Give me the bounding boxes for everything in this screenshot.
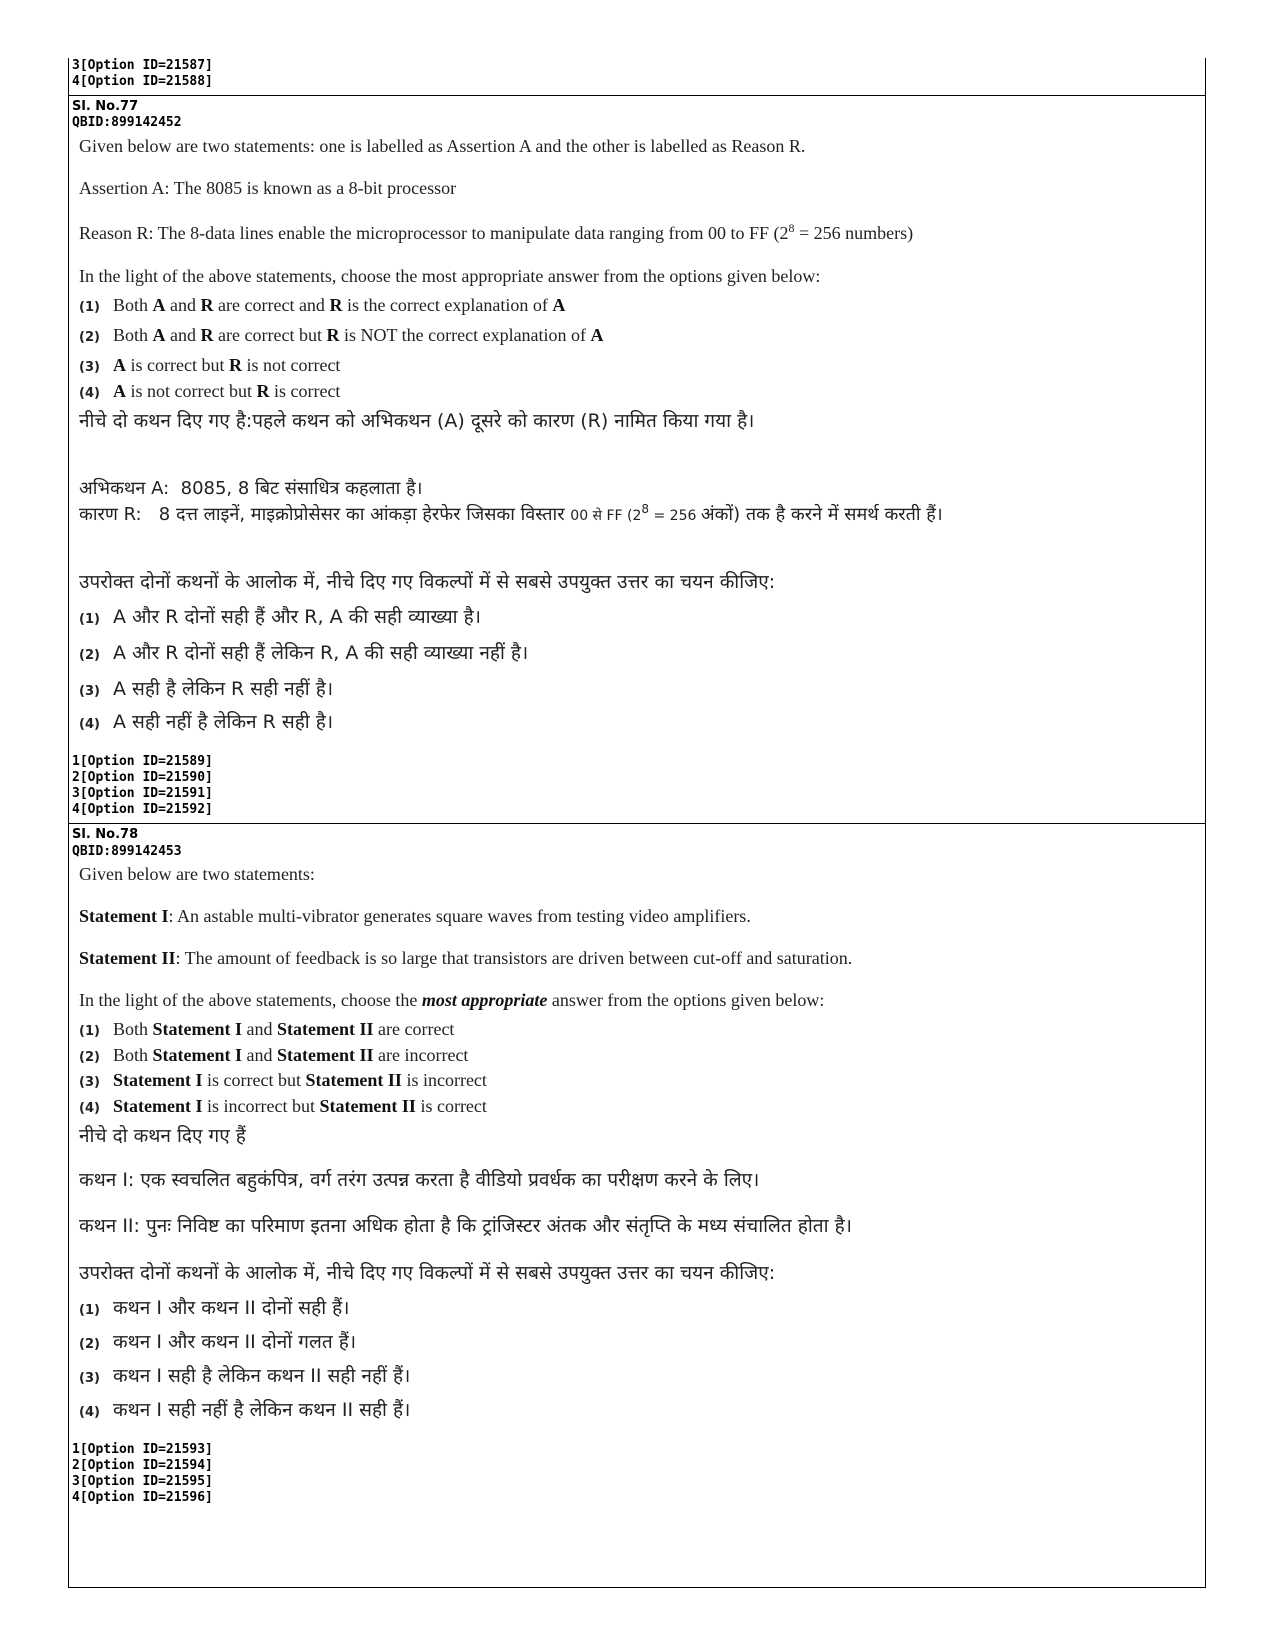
hindi-statement-one: कथन I: एक स्वचलित बहुकंपित्र, वर्ग तरंग उत्पन्न करता है वीडियो प्रवर्धक का परीक्षण करने के लिए। — [79, 1169, 760, 1191]
option-id: 2[Option ID=21590] — [72, 770, 213, 785]
statement-two: Statement II: The amount of feedback is so large that transistors are driven between cut-off and saturation. — [79, 948, 853, 968]
reason-text: Reason R: The 8-data lines enable the microprocessor to manipulate data ranging from 00 to FF ($2^8 = 256$ numbers) — [79, 221, 914, 243]
hindi-option: (3) कथन I सही है लेकिन कथन II सही नहीं हैं। — [79, 1365, 411, 1387]
question-instruction: In the light of the above statements, choose the most appropriate answer from the options given below: — [79, 990, 825, 1010]
question-qbid: QBID:899142453 — [72, 844, 182, 859]
option-item: (1) Both Statement I and Statement II are correct — [79, 1019, 455, 1039]
option-id: 3[Option ID=21591] — [72, 786, 213, 801]
divider — [68, 823, 1206, 824]
hindi-option: (2) A और R दोनों सही हैं लेकिन R, A की सही व्याख्या नहीं है। — [79, 642, 529, 664]
statement-one: Statement I: An astable multi-vibrator generates square waves from testing video amplifiers. — [79, 906, 751, 926]
question-intro: Given below are two statements: — [79, 864, 315, 884]
hindi-statement-two: कथन II: पुनः निविष्ट का परिमाण इतना अधिक होता है कि ट्रांजिस्टर अंतक और संतृप्ति के मध्य संचालित होता है। — [79, 1215, 852, 1237]
option-item: (2) Both Statement I and Statement II are incorrect — [79, 1045, 469, 1065]
question-qbid: QBID:899142452 — [72, 115, 182, 130]
option-item: (1) Both A and R are correct and R is the correct explanation of A — [79, 295, 566, 315]
option-id: 4[Option ID=21592] — [72, 802, 213, 817]
question-intro: Given below are two statements: one is labelled as Assertion A and the other is labelled as Reason R. — [79, 136, 806, 156]
question-instruction: In the light of the above statements, choose the most appropriate answer from the options given below: — [79, 266, 821, 286]
hindi-reason: कारण R: 8 दत्त लाइनें, माइक्रोप्रोसेसर का आंकड़ा हेरफेर जिसका विस्तार 00 से FF ($2^8 = 256$ अंकों) तक है करने में समर्थ करती हैं। — [79, 502, 943, 525]
option-item: (4) Statement I is incorrect but Statement II is correct — [79, 1096, 487, 1116]
hindi-intro: नीचे दो कथन दिए गए हैं — [79, 1125, 246, 1147]
hindi-assertion: अभिकथन A: 8085, 8 बिट संसाधित्र कहलाता है। — [79, 478, 423, 499]
option-item: (4) A is not correct but R is correct — [79, 381, 341, 401]
hindi-option: (1) कथन I और कथन II दोनों सही हैं। — [79, 1297, 350, 1319]
question-serial: Sl. No.78 — [72, 827, 139, 842]
hindi-intro: नीचे दो कथन दिए गए है:पहले कथन को अभिकथन (A) दूसरे को कारण (R) नामित किया गया है। — [79, 410, 755, 432]
hindi-instruction: उपरोक्त दोनों कथनों के आलोक में, नीचे दिए गए विकल्पों में से सबसे उपयुक्त उत्तर का चयन कीजिए: — [79, 1262, 776, 1284]
option-item: (3) A is correct but R is not correct — [79, 355, 341, 375]
hindi-option: (1) A और R दोनों सही हैं और R, A की सही व्याख्या है। — [79, 606, 481, 628]
option-id: 3[Option ID=21587] — [72, 58, 213, 73]
hindi-option: (2) कथन I और कथन II दोनों गलत हैं। — [79, 1331, 357, 1353]
option-id: 4[Option ID=21588] — [72, 74, 213, 89]
option-id: 1[Option ID=21593] — [72, 1442, 213, 1457]
option-item: (3) Statement I is correct but Statement II is incorrect — [79, 1070, 487, 1090]
option-id: 4[Option ID=21596] — [72, 1490, 213, 1505]
option-id: 2[Option ID=21594] — [72, 1458, 213, 1473]
option-id: 1[Option ID=21589] — [72, 754, 213, 769]
hindi-option: (4) कथन I सही नहीं है लेकिन कथन II सही हैं। — [79, 1399, 411, 1421]
divider — [68, 95, 1206, 96]
hindi-option: (3) A सही है लेकिन R सही नहीं है। — [79, 678, 334, 700]
question-serial: Sl. No.77 — [72, 99, 139, 114]
hindi-option: (4) A सही नहीं है लेकिन R सही है। — [79, 711, 334, 733]
assertion-text: Assertion A: The 8085 is known as a 8-bit processor — [79, 178, 457, 198]
option-item: (2) Both A and R are correct but R is NOT the correct explanation of A — [79, 325, 604, 345]
hindi-instruction: उपरोक्त दोनों कथनों के आलोक में, नीचे दिए गए विकल्पों में से सबसे उपयुक्त उत्तर का चयन कीजिए: — [79, 571, 776, 593]
option-id: 3[Option ID=21595] — [72, 1474, 213, 1489]
